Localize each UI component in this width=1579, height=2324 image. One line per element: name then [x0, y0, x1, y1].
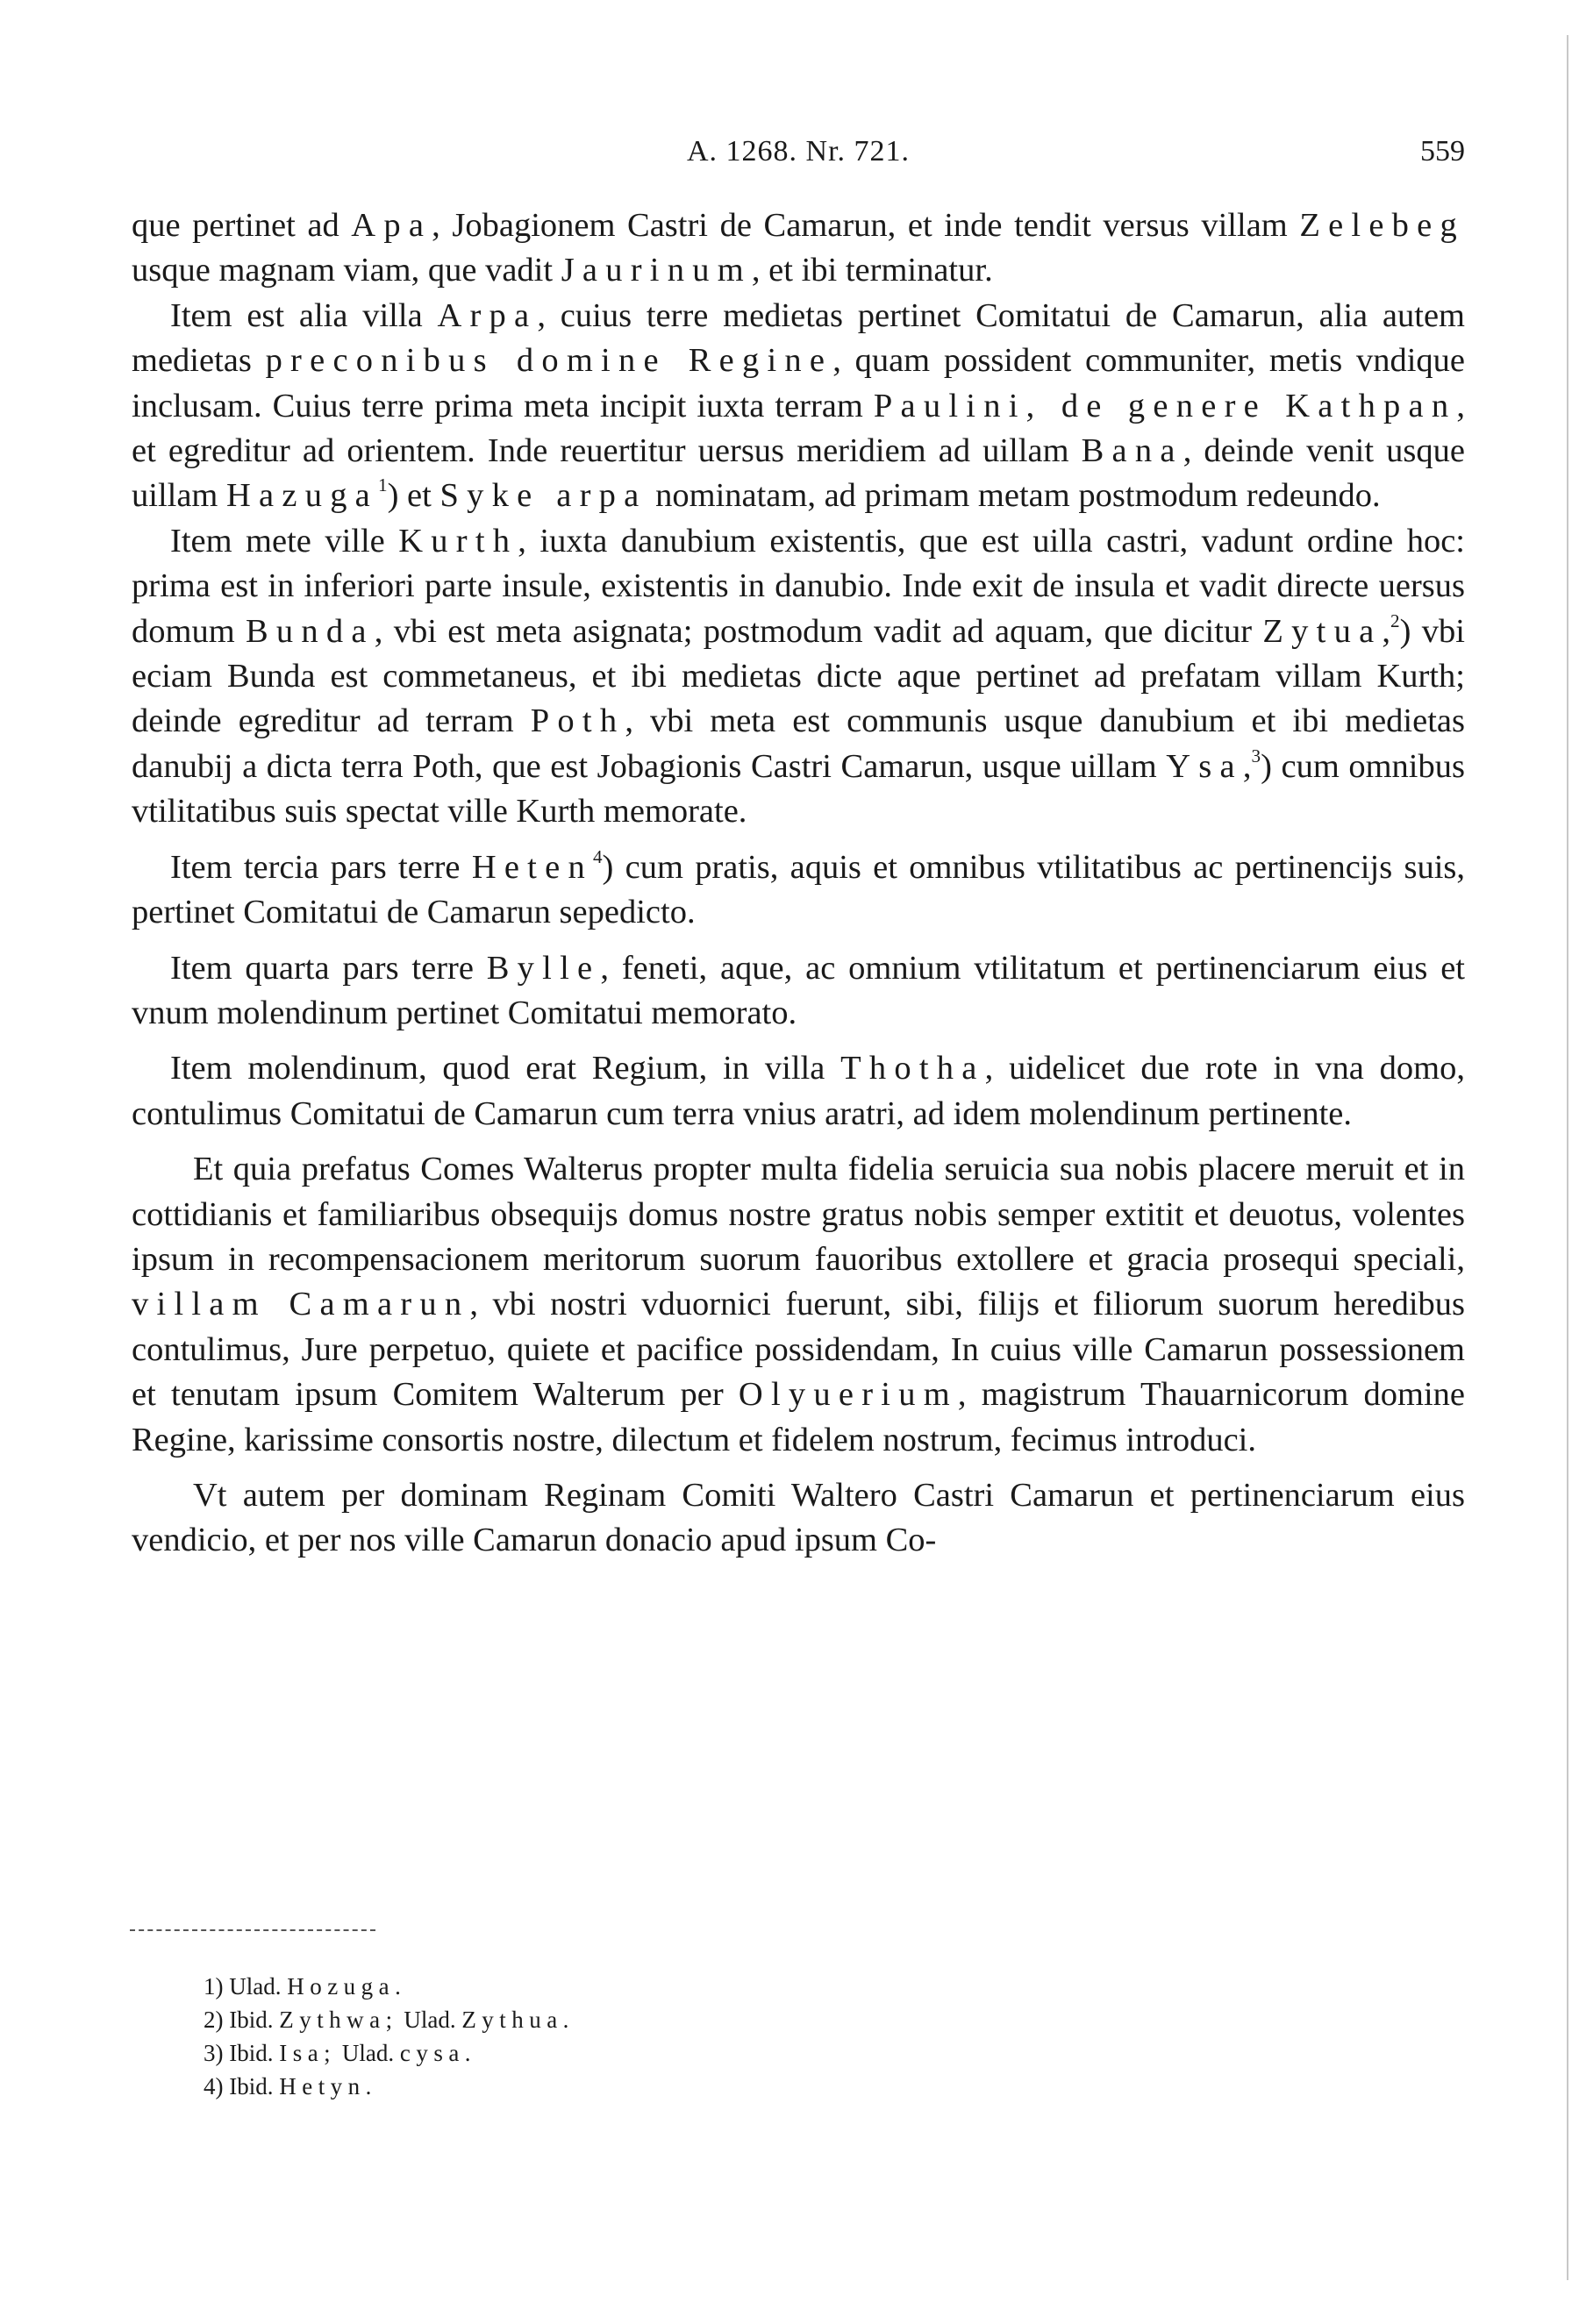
footnote-ref: 2 — [1390, 610, 1400, 631]
paragraph-2 — [132, 294, 1465, 519]
place-name: Bana — [1081, 432, 1183, 470]
footnote-number: 3) — [204, 2040, 224, 2066]
footnote-source: Ibid. — [229, 2040, 274, 2066]
text: Vt autem per dominam Reginam Comiti Waltero Castri Camarun et pertinenciarum eius vendicio, et per nos ville Camarun donacio apud ipsum Co- — [132, 1476, 1465, 1559]
footnote-2 — [204, 2003, 575, 2036]
place-name: Arpa — [437, 296, 538, 334]
text: , vbi meta est communis usque danubium et ibi medietas danubij a dicta terra Poth, que est Jobagionis Castri Camarun, usque uillam — [132, 702, 1465, 785]
place-name: Zytua — [1262, 612, 1383, 650]
footnote-source: Ibid. — [229, 2073, 274, 2099]
text: usque magnam viam, que vadit — [132, 252, 561, 289]
place-name: Thotha — [840, 1050, 985, 1087]
text: nominatam, ad primam metam postmodum redeundo. — [647, 477, 1381, 515]
body-text — [132, 203, 1465, 1564]
spaced-term: preconibus domine Regine — [265, 342, 833, 380]
place-name: Hazuga — [226, 477, 379, 515]
footnote-reading: Hetyn. — [279, 2073, 377, 2099]
person-name: Olyuerium — [738, 1376, 958, 1414]
footnote-ref: 3 — [1251, 745, 1261, 766]
place-name: Bunda — [246, 612, 375, 650]
text: ) et — [387, 477, 440, 515]
text: , feneti, aque, ac omnium vtilitatum et pertinenciarum eius et vnum molendinum pertinet Comitatui memorato. — [132, 949, 1465, 1031]
text: , cuius terre medietas pertinet Comitatui de Camarun, alia autem medietas — [132, 296, 1465, 380]
text: Item tercia pars terre — [170, 848, 472, 886]
footnote-separator — [130, 1929, 375, 1931]
place-name: Bylle — [486, 949, 601, 987]
place-name: Poth — [530, 702, 625, 740]
footnote-number: 2) — [204, 2007, 224, 2033]
text: , et egreditur ad orientem. Inde reuertitur uersus meridiem ad uillam — [132, 387, 1465, 470]
text: que pertinet ad — [132, 207, 352, 244]
text: , — [1382, 612, 1391, 650]
paragraph-6 — [132, 1046, 1465, 1137]
text: Item quarta pars terre — [170, 949, 487, 987]
footnote-source: Ulad. — [341, 2040, 395, 2066]
text: Item mete ville — [170, 522, 399, 560]
text: , deinde venit usque uillam — [132, 432, 1465, 515]
place-name: Ysa — [1166, 747, 1243, 785]
person-name: Paulini, de genere Kathpan — [873, 387, 1457, 424]
paragraph-5 — [132, 946, 1465, 1037]
place-name: Jaurinum — [561, 252, 752, 289]
scan-edge-line — [1567, 35, 1568, 2280]
footnote-reading: cysa. — [399, 2040, 477, 2066]
footnote-reading: Hozuga. — [287, 1973, 407, 2000]
text: Item molendinum, quod erat Regium, in villa — [170, 1050, 841, 1087]
footnote-ref: 4 — [592, 845, 603, 867]
footnote-ref: 1 — [378, 474, 388, 496]
paragraph-7 — [132, 1147, 1465, 1463]
place-name: Apa — [351, 207, 432, 244]
paragraph-1 — [132, 203, 1465, 294]
paragraph-8 — [132, 1473, 1465, 1564]
footnote-reading: Isa; — [279, 2040, 337, 2066]
footnote-source: Ibid. — [229, 2007, 274, 2033]
footnote-4 — [204, 2070, 575, 2103]
running-head-title: A. 1268. Nr. 721. — [686, 135, 911, 168]
page-number: 559 — [1420, 135, 1465, 168]
footnote-source: Ulad. — [229, 1973, 282, 2000]
place-name: Heten — [471, 848, 593, 886]
footnote-number: 4) — [204, 2073, 224, 2099]
footnote-number: 1) — [204, 1973, 224, 2000]
text: Et quia prefatus Comes Walterus propter multa fidelia seruicia sua nobis placere meruit et in cottidianis et familiaribus obsequijs domus nostre gratus nobis semper extitit et deuotus, volentes ipsum in recompensacionem meritorum suorum fauoribus extollere et gracia prosequi speciali, — [132, 1151, 1465, 1278]
footnote-reading: Zythwa; — [279, 2007, 398, 2033]
paragraph-3 — [132, 519, 1465, 835]
text: Item est alia villa — [170, 296, 438, 334]
text: , magistrum Thauarnicorum domine Regine, karissime consortis nostre, dilectum et fidelem nostrum, fecimus introduci. — [132, 1376, 1465, 1458]
footnote-1 — [204, 1970, 575, 2003]
text: , — [1242, 747, 1252, 785]
text: , iuxta danubium existentis, que est uilla castri, vadunt ordine hoc: prima est in inferiori parte insule, existentis in danubio. Inde exit de insula et vadit directe uersus domum — [132, 522, 1465, 650]
text: , uidelicet due rote in vna domo, contulimus Comitatui de Camarun cum terra vnius aratri, ad idem molendinum pertinente. — [132, 1050, 1465, 1132]
text: ) cum omnibus vtilitatibus suis spectat ville Kurth memorate. — [132, 747, 1465, 831]
place-name: Zelebeg — [1299, 207, 1465, 244]
text: , et ibi terminatur. — [751, 252, 993, 289]
footnote-3 — [204, 2036, 575, 2070]
text: , vbi nostri vduornici fuerunt, sibi, filijs et filiorum suorum heredibus contulimus, Jure perpetuo, quiete et pacifice possidendam, In cuius ville Camarun possessionem et tenutam ipsum Comitem Walterum per — [132, 1286, 1465, 1414]
place-name: villam Camarun — [132, 1286, 470, 1323]
text: , vbi est meta asignata; postmodum vadit ad aquam, que dicitur — [374, 612, 1263, 650]
footnote-source: Ulad. — [404, 2007, 456, 2033]
text: ) vbi eciam Bunda est commetaneus, et ibi medietas dicte aque pertinet ad prefatam villam Kurth; deinde egreditur ad terram — [132, 612, 1465, 740]
footnotes — [204, 1970, 575, 2103]
running-head — [132, 130, 1465, 174]
paragraph-4 — [132, 845, 1465, 936]
text: , quam possident communiter, metis vndique inclusam. Cuius terre prima meta incipit iuxta terram — [132, 342, 1465, 424]
text: , Jobagionem Castri de Camarun, et inde tendit versus villam — [432, 207, 1300, 244]
text: ) cum pratis, aquis et omnibus vtilitatibus ac pertinencijs suis, pertinet Comitatui de Camarun sepedicto. — [132, 848, 1465, 931]
footnote-reading: Zythua. — [461, 2007, 575, 2033]
place-name: Syke arpa — [439, 477, 647, 515]
place-name: Kurth — [398, 522, 518, 560]
